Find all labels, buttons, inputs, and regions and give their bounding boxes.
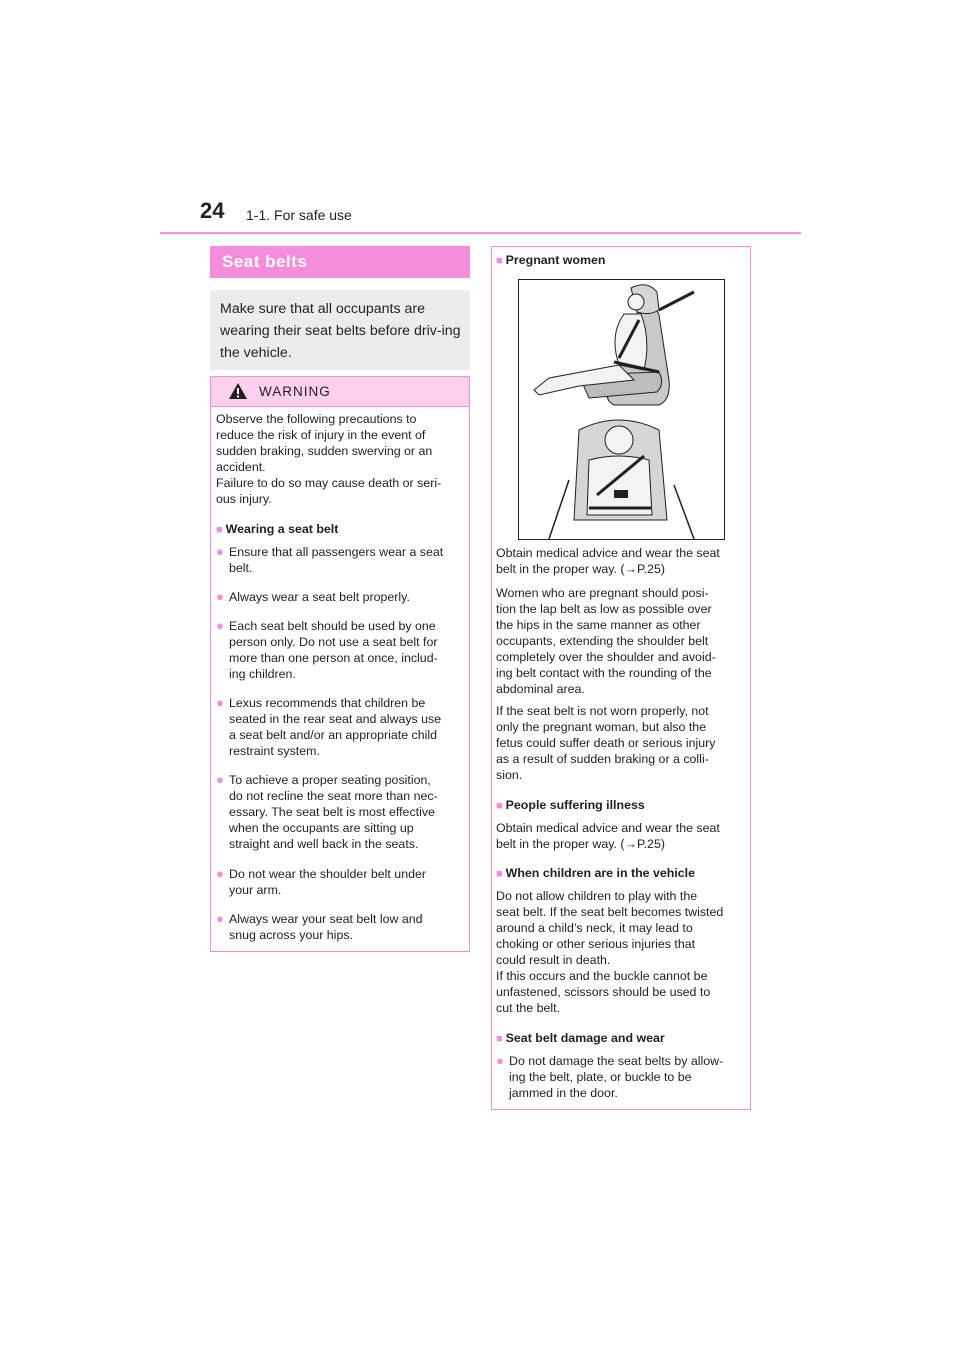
warning-label: WARNING <box>259 384 331 399</box>
square-bullet-icon: ■ <box>496 1033 503 1045</box>
header-rule <box>160 232 801 234</box>
damage-bullet: ● Do not damage the seat belts by allow- ing the belt, plate, or buckle to be jammed in the door. <box>496 1053 724 1100</box>
warning-intro: Observe the following precautions to reduce the risk of injury in the event of sudden braking, sudden swerving or an accident. Failure to do so may cause death or seri- ous injury. <box>216 412 442 506</box>
pregnant-paragraph-3: If the seat belt is not worn properly, not only the pregnant woman, but also the fetus could suffer death or serious injury as a result of sudden braking or a colli- sion. <box>496 704 716 782</box>
square-bullet-icon: ■ <box>496 868 503 880</box>
pregnant-paragraph-1: Obtain medical advice and wear the seat belt in the proper way. (→P.25) <box>496 546 720 576</box>
dot-bullet-icon: ● <box>216 866 224 881</box>
title-bar <box>210 246 470 278</box>
warning-box <box>210 376 470 952</box>
right-warning-box <box>491 246 751 1110</box>
seat-belt-illustration-svg <box>519 280 724 539</box>
dot-bullet-icon: ● <box>216 618 224 633</box>
dot-bullet-icon: ● <box>216 544 224 559</box>
wearing-seat-belt-heading: ■ Wearing a seat belt <box>216 522 339 536</box>
illness-heading: ■ People suffering illness <box>496 798 645 812</box>
dot-bullet-icon: ● <box>216 695 224 710</box>
intro-text: Make sure that all occupants are wearing their seat belts before driv-ing the vehicle. <box>220 301 461 361</box>
children-heading: ■ When children are in the vehicle <box>496 866 696 880</box>
warning-bullet-6: ● Do not wear the shoulder belt under your arm. <box>216 866 426 897</box>
warning-bullet-2: ● Always wear a seat belt properly. <box>216 589 410 604</box>
warning-header <box>211 377 469 407</box>
warning-bullet-5: ● To achieve a proper seating position, do not recline the seat more than nec- essary. The seat belt is most effective when the occupants are sitting up straight and well back in the seats. <box>216 772 438 851</box>
page-number: 24 <box>200 198 225 223</box>
warning-bullet-4: ● Lexus recommends that children be seated in the rear seat and always use a seat belt and/or an appropriate child restraint system. <box>216 695 442 758</box>
dot-bullet-icon: ● <box>216 911 224 926</box>
dot-bullet-icon: ● <box>216 589 224 604</box>
section-title: 1-1. For safe use <box>246 207 352 223</box>
warning-bullet-7: ● Always wear your seat belt low and snug across your hips. <box>216 911 423 942</box>
illness-paragraph: Obtain medical advice and wear the seat belt in the proper way. (→P.25) <box>496 821 720 851</box>
page-title: Seat belts <box>222 252 308 271</box>
pregnant-women-heading: ■ Pregnant women <box>496 253 606 267</box>
dot-bullet-icon: ● <box>496 1053 504 1068</box>
square-bullet-icon: ■ <box>216 524 223 536</box>
warning-triangle-icon <box>228 382 248 400</box>
pregnant-seat-belt-illustration <box>518 279 725 540</box>
damage-heading: ■ Seat belt damage and wear <box>496 1031 665 1045</box>
pregnant-paragraph-2: Women who are pregnant should posi- tion the lap belt as low as possible over the hips in the same manner as other occupants, extending the shoulder belt completely over the shoulder and avoid- ing belt contact with the rounding of the abdominal area. <box>496 586 716 696</box>
warning-bullet-3: ● Each seat belt should be used by one person only. Do not use a seat belt for more than one person at once, includ- ing children. <box>216 618 438 681</box>
children-paragraph: Do not allow children to play with the seat belt. If the seat belt becomes twisted around a child’s neck, it may lead to choking or other serious injuries that could result in death. If this occurs and the buckle cannot be unfastened, scissors should be used to cut the belt. <box>496 889 724 1015</box>
warning-bullet-1: ● Ensure that all passengers wear a seat belt. <box>216 544 444 575</box>
dot-bullet-icon: ● <box>216 772 224 787</box>
square-bullet-icon: ■ <box>496 255 503 267</box>
intro-box <box>210 290 470 370</box>
square-bullet-icon: ■ <box>496 800 503 812</box>
